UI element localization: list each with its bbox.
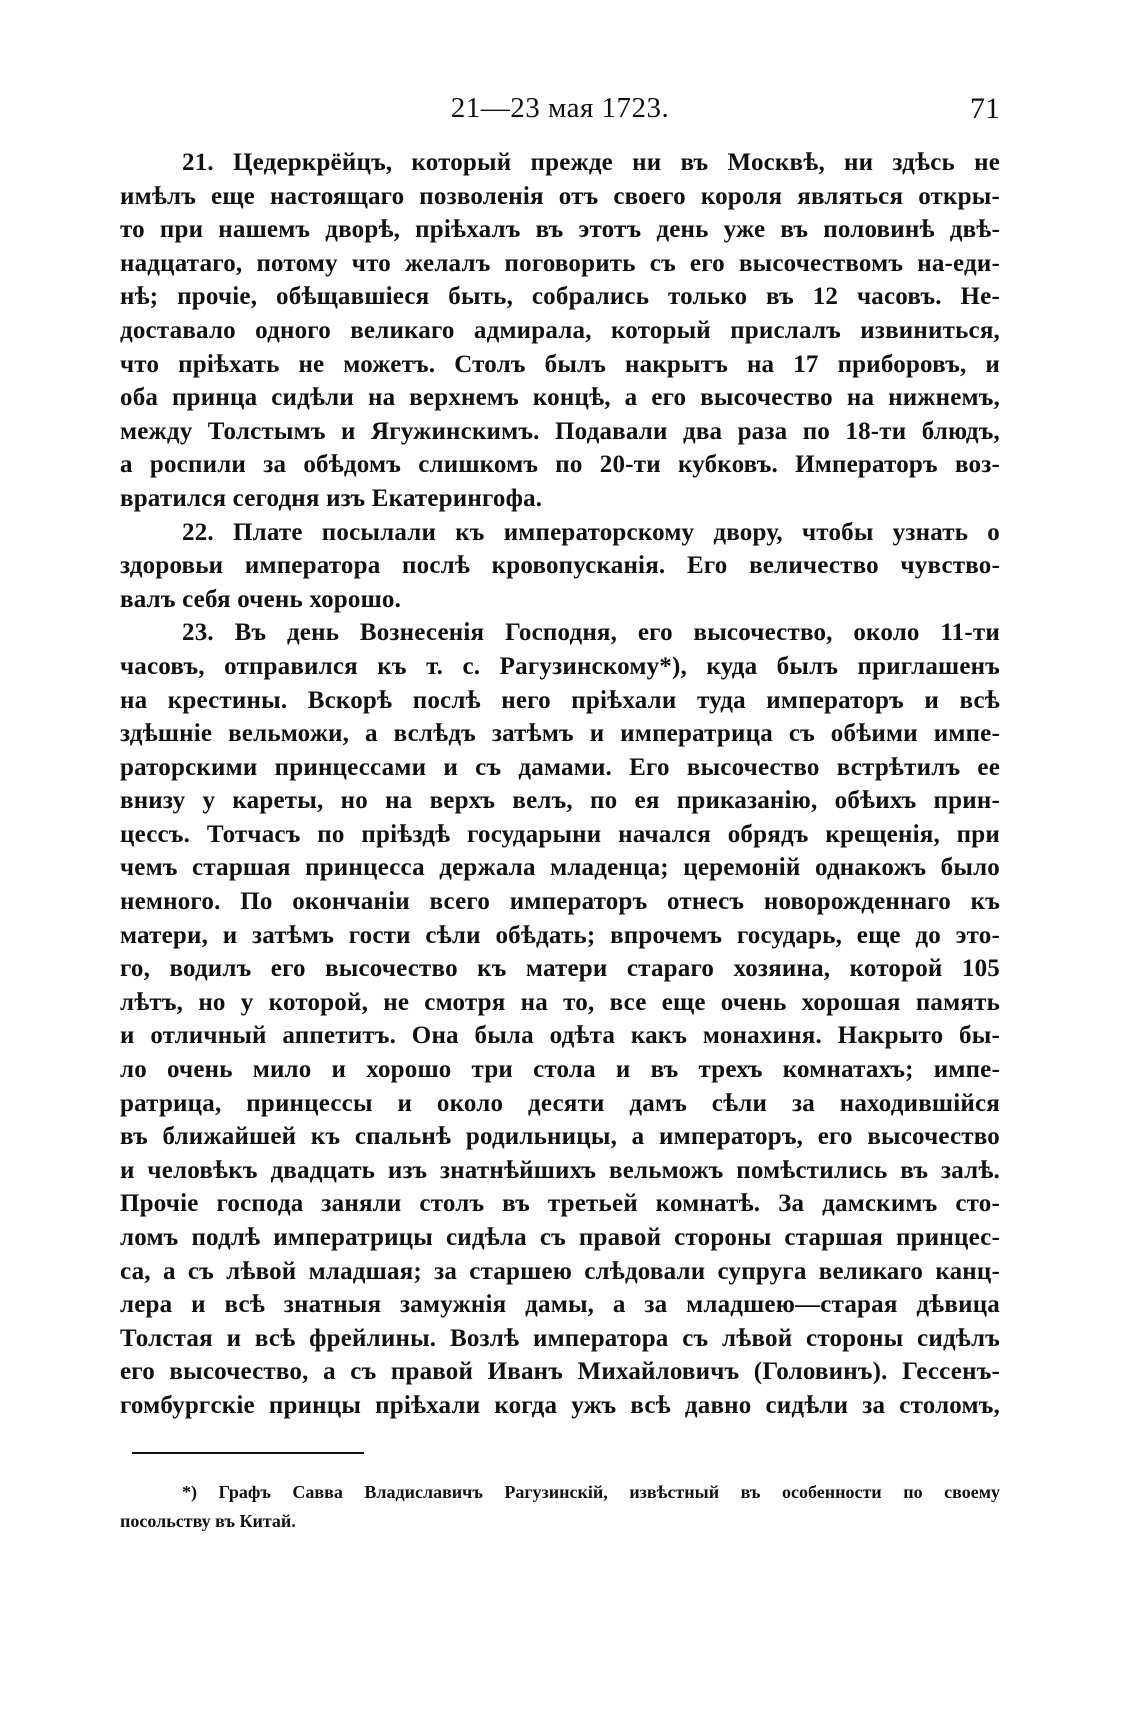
text-line: матери, и затѣмъ гости сѣли обѣдать; впрочемъ государь, еще до это-	[120, 921, 1000, 949]
text-line: ло очень мило и хорошо три стола и въ трехъ комнатахъ; импе-	[120, 1056, 1000, 1084]
text-line: что пріѣхать не можетъ. Столъ былъ накрытъ на 17 приборовъ, и	[120, 350, 1000, 378]
text-line: часовъ, отправился къ т. с. Рагузинскому*), куда былъ приглашенъ	[120, 652, 1000, 680]
text-line: нѣ; прочіе, обѣщавшіеся быть, собрались только въ 12 часовъ. Не-	[120, 283, 1000, 311]
text-line: имѣлъ еще настоящаго позволенія отъ своего короля являться откры-	[120, 182, 1000, 210]
footnote-line: посольству въ Китай.	[120, 1511, 296, 1531]
footnote-divider	[132, 1452, 364, 1454]
text-line: са, а съ лѣвой младшая; за старшею слѣдовали супруга великаго канц-	[120, 1257, 1000, 1285]
text-line: вратился сегодня изъ Екатерингофа.	[120, 484, 543, 512]
text-line: ломъ подлѣ императрицы сидѣла съ правой стороны старшая принцес-	[120, 1224, 1000, 1251]
text-line: его высочество, а съ правой Иванъ Михайловичъ (Головинъ). Гессенъ-	[120, 1358, 1000, 1386]
text-line: въ ближайшей къ спальнѣ родильницы, а императоръ, его высочество	[120, 1123, 1000, 1151]
text-line: Прочіе господа заняли столъ въ третьей комнатѣ. За дамскимъ сто-	[120, 1190, 1000, 1218]
text-line: то при нашемъ дворѣ, пріѣхалъ въ этотъ день уже въ половинѣ двѣ-	[120, 216, 1000, 244]
running-title: 21—23 мая 1723.	[450, 92, 670, 124]
text-line: гомбургскіе принцы пріѣхали когда ужъ всѣ давно сидѣли за столомъ,	[120, 1391, 1000, 1419]
text-line: и человѣкъ двадцать изъ знатнѣйшихъ вельможъ помѣстились въ залѣ.	[120, 1156, 1000, 1184]
text-line: и отличный аппетитъ. Она была одѣта какъ монахиня. Накрыто бы-	[120, 1022, 1000, 1050]
text-line: а роспили за обѣдомъ слишкомъ по 20-ти кубковъ. Императоръ воз-	[120, 451, 1000, 479]
page-number: 71	[970, 92, 1000, 125]
text-line: оба принца сидѣли на верхнемъ концѣ, а его высочество на нижнемъ,	[120, 384, 1000, 412]
text-line: здѣшніе вельможи, а вслѣдъ затѣмъ и императрица съ обѣими импе-	[120, 720, 1000, 748]
text-line: доставало одного великаго адмирала, который прислалъ извиниться,	[120, 316, 1000, 344]
text-line: ратрица, принцессы и около десяти дамъ сѣли за находившійся	[120, 1089, 1000, 1117]
footnote	[120, 1478, 1000, 1536]
paragraph-22	[120, 516, 1000, 617]
text-line: 23. Въ день Вознесенія Господня, его высочество, около 11-ти	[182, 619, 1000, 647]
text-line: цессъ. Тотчасъ по пріѣздѣ государыни начался обрядъ крещенія, при	[120, 820, 1000, 848]
text-line: немного. По окончаніи всего императоръ отнесъ новорожденнаго къ	[120, 888, 1000, 916]
text-line: лѣтъ, но у которой, не смотря на то, все еще очень хорошая память	[120, 988, 1000, 1016]
paragraph-23	[120, 616, 1000, 1422]
running-head	[120, 92, 1000, 132]
text-line: Толстая и всѣ фрейлины. Возлѣ императора съ лѣвой стороны сидѣлъ	[120, 1324, 1000, 1352]
footnote-line: *) Графъ Савва Владиславичъ Рагузинскій, извѣстный въ особенности по своему	[182, 1482, 1000, 1502]
text-line: валъ себя очень хорошо.	[120, 585, 402, 613]
text-line: лера и всѣ знатныя замужнія дамы, а за младшею—старая дѣвица	[120, 1291, 1000, 1319]
body-text	[120, 146, 1000, 1423]
text-line: здоровьи императора послѣ кровопусканія. Его величество чувство-	[120, 552, 1000, 580]
text-line: 21. Цедеркрёйцъ, который прежде ни въ Москвѣ, ни здѣсь не	[182, 149, 1000, 176]
text-line: раторскими принцессами и съ дамами. Его высочество встрѣтилъ ее	[120, 753, 1000, 781]
text-line: го, водилъ его высочество къ матери стараго хозяина, которой 105	[120, 955, 1000, 983]
text-line: надцатаго, потому что желалъ поговорить съ его высочествомъ на-еди-	[120, 249, 1000, 277]
text-line: 22. Плате посылали къ императорскому двору, чтобы узнать о	[182, 518, 1000, 546]
text-line: между Толстымъ и Ягужинскимъ. Подавали два раза по 18-ти блюдъ,	[120, 417, 1000, 445]
text-line: внизу у кареты, но на верхъ велъ, по ея приказанію, обѣихъ прин-	[120, 787, 1000, 815]
text-line: чемъ старшая принцесса держала младенца; церемоній однакожъ было	[120, 854, 1000, 882]
text-line: на крестины. Вскорѣ послѣ него пріѣхали туда императоръ и всѣ	[120, 686, 1000, 714]
paragraph-21	[120, 146, 1000, 516]
